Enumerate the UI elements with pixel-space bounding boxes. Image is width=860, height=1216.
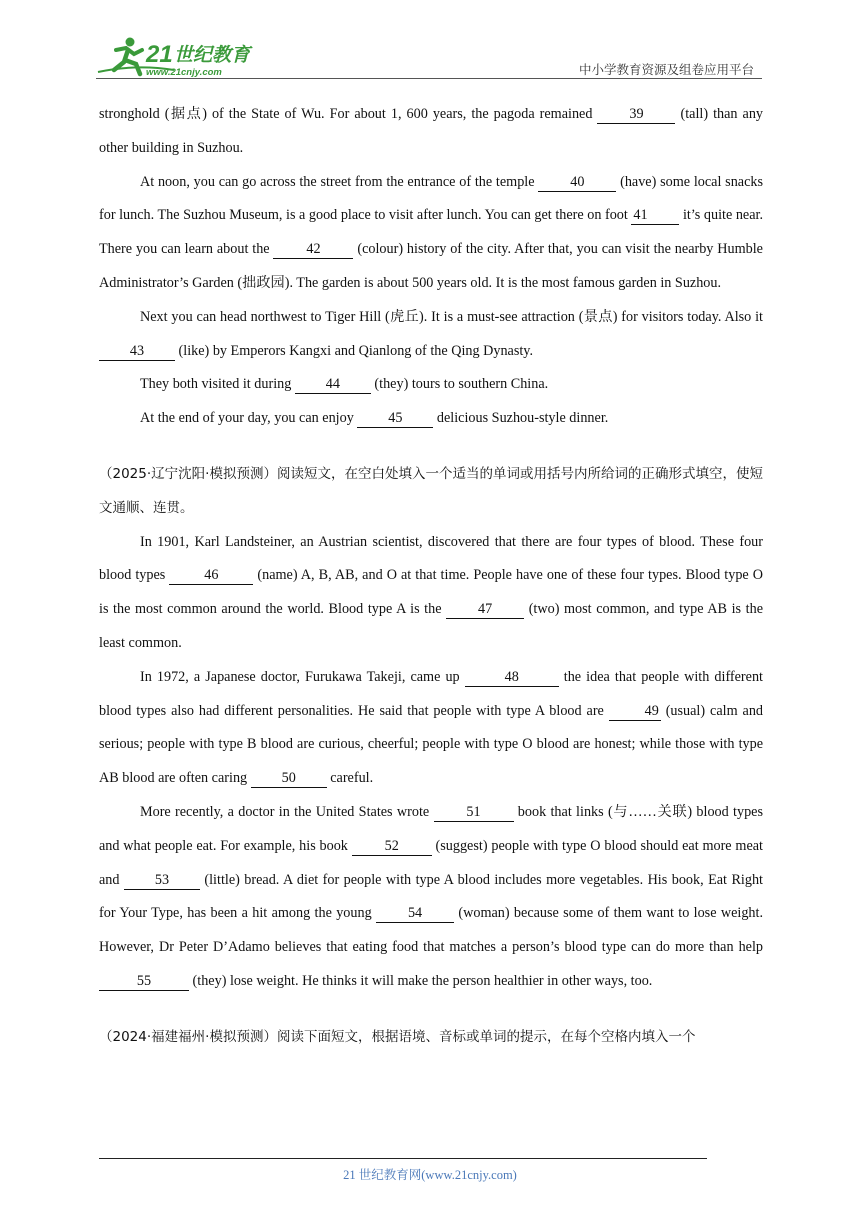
- svg-text:21: 21: [146, 41, 173, 68]
- paragraph: Next you can head northwest to Tiger Hill (虎丘). It is a must-see attraction (景点) for visitors today. Also it 43 (like) by Emperors Kangxi and Qianlong of the Qing Dynasty.: [99, 301, 763, 369]
- blank-48[interactable]: 48: [465, 668, 559, 687]
- blank-55[interactable]: 55: [99, 972, 189, 991]
- blank-50[interactable]: 50: [251, 769, 327, 788]
- svg-text:世纪教育: 世纪教育: [174, 44, 251, 66]
- blank-40[interactable]: 40: [538, 173, 616, 192]
- section-instruction: （2024·福建福州·模拟预测）阅读下面短文，根据语境、音标或单词的提示，在每个空格内填入一个: [99, 1028, 696, 1045]
- platform-name: 中小学教育资源及组卷应用平台: [578, 62, 754, 77]
- blank-46[interactable]: 46: [169, 566, 253, 585]
- page-footer[interactable]: 21 世纪教育网(www.21cnjy.com): [343, 1168, 517, 1182]
- blank-49[interactable]: 49: [609, 702, 661, 721]
- blank-54[interactable]: 54: [376, 904, 454, 923]
- blank-41[interactable]: 41: [631, 206, 679, 225]
- paragraph: At the end of your day, you can enjoy 45 delicious Suzhou-style dinner.: [140, 410, 609, 427]
- svg-text:www.21cnjy.com: www.21cnjy.com: [146, 67, 222, 78]
- document-content: [99, 98, 763, 1055]
- blank-43[interactable]: 43: [99, 342, 175, 361]
- blank-39[interactable]: 39: [597, 105, 675, 124]
- page-header: [96, 30, 762, 78]
- paragraph: At noon, you can go across the street from the entrance of the temple 40 (have) some local snacks for lunch. The Suzhou Museum, is a good place to visit after lunch. You can get there on foot 41 it’s quite near. There you can learn about the 42 (colour) history of the city. After that, you can visit the nearby Humble Administrator’s Garden (拙政园). The garden is about 500 years old. It is the most famous garden in Suzhou.: [99, 173, 764, 291]
- blank-42[interactable]: 42: [273, 240, 353, 259]
- paragraph: In 1901, Karl Landsteiner, an Austrian scientist, discovered that there are four types of blood. These four blood types 46 (name) A, B, AB, and O at that time. People have one of these four types. Blood type O is the most common around the world. Blood type A is the 47 (two) most common, and type AB is the least common.: [99, 533, 764, 651]
- blank-52[interactable]: 52: [352, 837, 432, 856]
- blank-44[interactable]: 44: [295, 375, 371, 394]
- footer-divider: [99, 1158, 707, 1159]
- paragraph: They both visited it during 44 (they) tours to southern China.: [140, 376, 549, 393]
- blank-51[interactable]: 51: [434, 803, 514, 822]
- blank-47[interactable]: 47: [446, 600, 524, 619]
- blank-45[interactable]: 45: [357, 409, 433, 428]
- paragraph: stronghold (据点) of the State of Wu. For about 1, 600 years, the pagoda remained 39 (tall) than any other building in Suzhou.: [99, 106, 764, 156]
- paragraph: More recently, a doctor in the United States wrote 51 book that links (与……关联) blood types and what people eat. For example, his book 52 (suggest) people with type O blood should eat more meat and 53 (little) bread. A diet for people with type A blood includes more vegetables. His book, Eat Right for Your Type, has been a hit among the young 54 (woman) because some of them want to lose weight. However, Dr Peter D’Adamo believes that eating food that matches a person’s blood type can do more than help 55 (they) lose weight. He thinks it will make the person healthier in other ways, too.: [99, 803, 763, 989]
- section-instruction: （2025·辽宁沈阳·模拟预测）阅读短文，在空白处填入一个适当的单词或用括号内所给词的正确形式填空，使短文通顺、连贯。: [99, 465, 763, 516]
- site-logo: [96, 34, 266, 78]
- blank-53[interactable]: 53: [124, 871, 200, 890]
- header-divider: [96, 78, 762, 79]
- paragraph: In 1972, a Japanese doctor, Furukawa Takeji, came up 48 the idea that people with different blood types also had different personalities. He said that people with type A blood are 49 (usual) calm and serious; people with type B blood are curious, cheerful; people with type O blood are honest; while those with type AB blood are often caring 50 careful.: [99, 668, 764, 787]
